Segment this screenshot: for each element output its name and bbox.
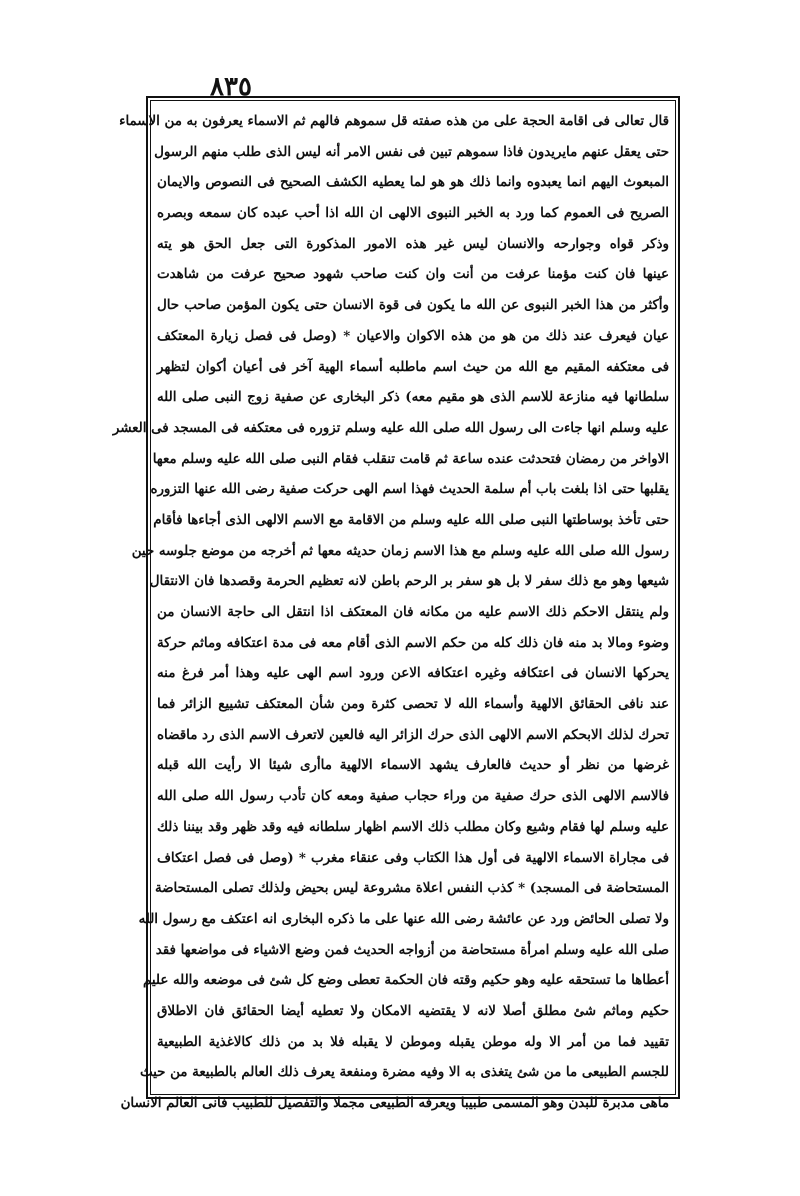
text-line: فى معتكفه المقيم مع الله من حيث اسم ماطلبه أسماء الهية آخر فى أعيان أكوان لتظهر (157, 358, 669, 375)
text-line: للجسم الطبيعى ما من شئ يتغذى به الا وفيه مضرة ومنفعة يعرف ذلك العالم بالطبيعة من حيث (139, 1064, 669, 1081)
text-line: وأكثر من هذا الخبر النبوى عن الله ما يكون فى قوة الانسان حتى يكون المؤمن صاحب حال (157, 297, 669, 314)
text-line: الصريح فى العموم كما ورد به الخبر النبوى الالهى ان الله اذا أحب عبده كان سمعه وبصره (157, 205, 669, 222)
text-line: عيان فيعرف عند ذلك من هو من هذه الاكوان والاعيان * (وصل فى فصل زيارة المعتكف (157, 327, 669, 344)
text-line: فالاسم الالهى الذى حرك صفية من وراء حجاب صفية ومعه كان تأدب رسول الله صلى الله (157, 788, 669, 805)
text-line: ولم ينتقل الاحكم ذلك الاسم عليه من مكانه فان المعتكف اذا انتقل الى حاجة الانسان من (157, 604, 669, 620)
text-line: تقييد فما من أمر الا وله موطن يقبله وموطن لا يقبله فلا بد من ذلك كالاغذية الطبيعية (157, 1033, 669, 1050)
text-line: المبعوث اليهم انما يعبدوه وانما ذلك هو هو لما يعطيه الكشف الصحيح فى النصوص والايمان (157, 174, 669, 191)
text-line: غرضها من نظر أو حديث فالعارف يشهد الاسماء الالهية ماأرى شيئا الا رأيت الله قبله (157, 757, 669, 774)
text-line: ماهى مدبرة للبدن وهو المسمى طبيبا ويعرفه الطبيعى مجملا والتفصيل للطبيب فانى العالم الانسان (120, 1095, 669, 1111)
text-line: وضوء ومالا بد منه فان ذلك كله من حكم الاسم الذى أقام معه فى مدة اعتكافه وماثم حركة (157, 634, 669, 651)
text-line: يحركها الانسان فى اعتكافه وغيره اعتكافه الاعن ورود اسم الهى عليه وهذا أمر فرغ منه (157, 665, 669, 682)
page-number: ٨٣٥ (210, 72, 252, 102)
text-line: الاواخر من رمضان فتحدثت عنده ساعة ثم قامت تنقلب فقام النبى صلى الله عليه وسلم معها (152, 450, 669, 467)
text-line: صلى الله عليه وسلم امرأة مستحاضة من أزواجه الحديث فمن وضع الاشياء فى مواضعها فقد (155, 941, 669, 958)
text-line: سلطانها فيه منازعة للاسم الذى هو مقيم معه) ذكر البخارى عن صفية زوج النبى صلى الله (157, 389, 669, 406)
text-line: المستحاضة فى المسجد) * كذب النفس اعلاة مشروعة ليس بحيض ولذلك تصلى المستحاضة (154, 880, 669, 897)
text-line: تحرك لذلك الابحكم الاسم الالهى الذى حرك الزائر اليه فالعين لاتعرف الاسم الذى رد ماقضاه (157, 726, 669, 743)
text-block (112, 106, 674, 1111)
text-line: حكيم وماثم شئ مطلق أصلا لانه لا يقتضيه الامكان ولا تعطيه أيضا الحقائق فان الاطلاق (157, 1002, 669, 1019)
text-line: حتى يعقل عنهم مايريدون فاذا سموهم تبين فى نفس الامر أنه ليس الذى طلب منهم الرسول (154, 143, 669, 160)
text-line: شيعها وهو مع ذلك سفر لا بل هو سفر بر الرحم باطن لانه تعظيم الحرمة وقصدها فان الانتقال (149, 573, 669, 590)
text-line: فى مجاراة الاسماء الالهية فى أول هذا الكتاب وفى عنقاء مغرب * (وصل فى فصل اعتكاف (157, 849, 669, 866)
text-line: ولا تصلى الحائض ورد عن عائشة رضى الله عنها على ما ذكره البخارى انه اعتكف مع رسول الله (138, 910, 669, 927)
text-line: وذكر قواه وجوارحه والانسان ليس غير هذه الامور المذكورة التى جعل الحق هو يته (157, 235, 669, 252)
text-line: يقلبها حتى اذا بلغت باب أم سلمة الحديث فهذا اسم الهى حركت صفية رضى الله عنها التزوره (150, 481, 669, 498)
text-line: حتى تأخذ بوساطتها النبى صلى الله عليه وسلم من الاقامة مع الاسم الالهى الذى أجاءها فأقام (153, 511, 669, 528)
text-line: عليه وسلم لها فقام وشيع وكان مطلب ذلك الاسم اظهار سلطانه فيه وقد ظهر وقد بيننا ذلك (157, 818, 669, 835)
text-line: أعطاها ما تستحقه عليه وهو حكيم وقته فان الحكمة تعطى وضع كل شئ فى موضعه والله عليم (142, 972, 669, 989)
text-line: عليه وسلم انها جاءت الى رسول الله صلى الله عليه وسلم تزوره فى معتكفه فى المسجد فى العشر (112, 419, 669, 436)
text-line: رسول الله صلى الله عليه وسلم مع هذا الاسم زمان حديثه معها ثم أخرجه من موضع جلوسه حين (131, 542, 669, 559)
text-line: قال تعالى فى اقامة الحجة على من هذه صفته قل سموهم فالهم ثم الاسماء يعرفون به من الاسماء (119, 113, 669, 129)
text-line: عند نافى الحقائق الالهية وأسماء الله لا تحصى كثرة ومن شأن المعتكف تشييع الزائر فما (157, 696, 669, 713)
text-line: عينها فان كنت مؤمنا عرفت من أنت وان كنت صاحب شهود صحيح عرفت من شاهدت (157, 266, 669, 283)
